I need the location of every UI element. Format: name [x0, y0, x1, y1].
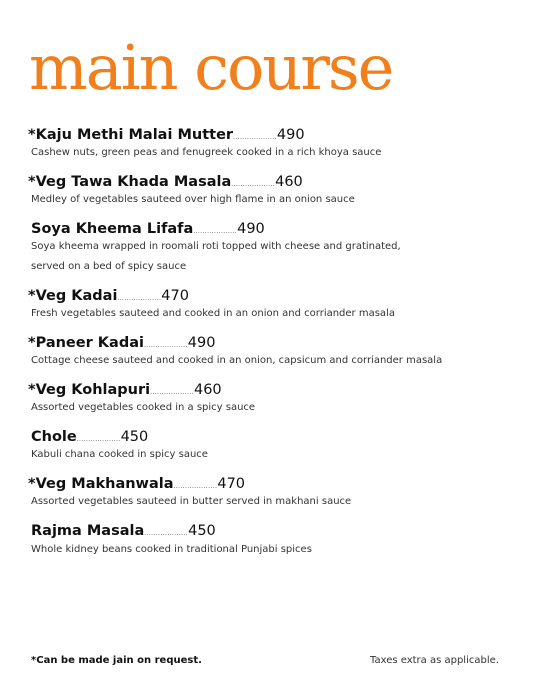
- dot-leader: ...................: [117, 295, 162, 302]
- item-name: Soya Kheema Lifafa: [31, 221, 194, 237]
- menu-item: [0, 425, 520, 447]
- item-name: *Veg Kohlapuri: [28, 382, 151, 398]
- dot-leader: ...................: [193, 228, 238, 235]
- item-price: 490: [237, 221, 265, 237]
- item-description: Cottage cheese sauteed and cooked in an onion, capsicum and corriander masala: [31, 355, 443, 366]
- item-description: Cashew nuts, green peas and fenugreek cooked in a rich khoya sauce: [31, 147, 382, 158]
- item-price: 490: [276, 127, 305, 143]
- dot-leader: ...................: [231, 181, 276, 188]
- item-description: Assorted vegetables sauteed in butter served in makhani sauce: [31, 496, 352, 507]
- item-price: 470: [217, 476, 246, 492]
- item-description: Kabuli chana cooked in spicy sauce: [31, 449, 208, 460]
- menu-item: [0, 217, 520, 239]
- menu-item: [0, 331, 520, 353]
- dot-leader: ...................: [76, 436, 121, 443]
- item-name: *Kaju Methi Malai Mutter: [28, 127, 234, 143]
- item-price: 460: [193, 382, 222, 398]
- item-name: *Veg Makhanwala: [28, 476, 174, 492]
- item-price: 470: [161, 288, 189, 304]
- item-description: Fresh vegetables sauteed and cooked in an onion and corriander masala: [31, 308, 395, 319]
- item-name: *Veg Kadai: [28, 288, 118, 304]
- dot-leader: ...................: [173, 483, 218, 490]
- dot-leader: ...................: [150, 389, 194, 396]
- menu-item: [0, 170, 520, 192]
- item-price: 450: [120, 429, 149, 445]
- item-description: Whole kidney beans cooked in traditional Punjabi spices: [31, 544, 312, 555]
- item-description-continued: served on a bed of spicy sauce: [31, 261, 187, 272]
- menu-item: [0, 284, 520, 306]
- menu-item: [0, 378, 520, 400]
- item-name: Chole: [31, 429, 77, 445]
- item-description: Soya kheema wrapped in roomali roti topped with cheese and gratinated,: [31, 241, 401, 252]
- dot-leader: ...................: [143, 342, 188, 349]
- dot-leader: ...................: [144, 530, 189, 537]
- item-description: Medley of vegetables sauteed over high flame in an onion sauce: [31, 194, 355, 205]
- item-price: 450: [188, 523, 216, 539]
- item-price: 490: [187, 335, 216, 351]
- item-description: Assorted vegetables cooked in a spicy sauce: [31, 402, 256, 413]
- page-title: main course: [29, 31, 393, 104]
- item-price: 460: [275, 174, 303, 190]
- jain-note: *Can be made jain on request.: [31, 655, 202, 666]
- item-name: *Paneer Kadai: [28, 335, 144, 351]
- tax-note: Taxes extra as applicable.: [370, 655, 499, 666]
- item-name: *Veg Tawa Khada Masala: [28, 174, 232, 190]
- item-name: Rajma Masala: [31, 523, 145, 539]
- menu-item: [0, 123, 520, 145]
- menu-item: [0, 472, 520, 494]
- dot-leader: ...................: [233, 134, 277, 141]
- menu-item: [0, 519, 520, 541]
